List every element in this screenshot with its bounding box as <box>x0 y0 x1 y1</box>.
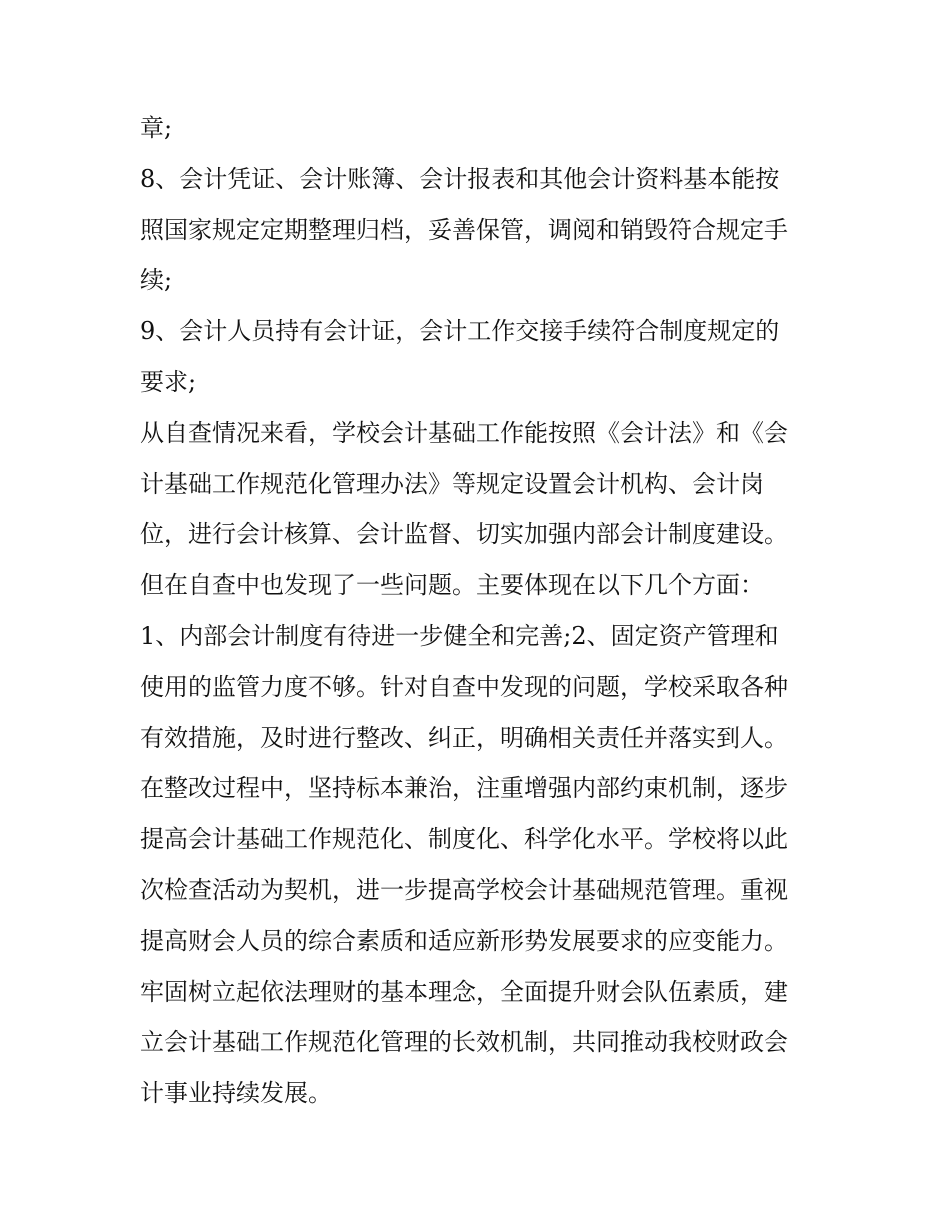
text-line: 计基础工作规范化管理办法》等规定设置会计机构、会计岗 <box>140 469 764 498</box>
text-line: 位，进行会计核算、会计监督、切实加强内部会计制度建设。 <box>140 520 788 549</box>
body-text <box>140 103 812 1119</box>
text-line: 牢固树立起依法理财的基本理念，全面提升财会队伍素质，建 <box>140 977 788 1006</box>
text-line: 9、会计人员持有会计证，会计工作交接手续符合制度规定的 <box>140 317 780 346</box>
text-line: 8、会计凭证、会计账簿、会计报表和其他会计资料基本能按 <box>140 164 780 193</box>
text-line: 章; <box>140 114 173 142</box>
text-line: 照国家规定定期整理归档，妥善保管，调阅和销毁符合规定手 <box>140 215 788 244</box>
text-line: 使用的监管力度不够。针对自查中发现的问题，学校采取各种 <box>140 672 788 701</box>
text-line: 从自查情况来看，学校会计基础工作能按照《会计法》和《会 <box>140 418 788 447</box>
text-line: 提高财会人员的综合素质和适应新形势发展要求的应变能力。 <box>140 926 788 955</box>
text-line: 在整改过程中，坚持标本兼治，注重增强内部约束机制，逐步 <box>140 774 788 803</box>
text-line: 提高会计基础工作规范化、制度化、科学化水平。学校将以此 <box>140 825 788 854</box>
text-line: 续; <box>140 266 173 295</box>
text-line: 但在自查中也发现了一些问题。主要体现在以下几个方面： <box>140 571 764 600</box>
text-line: 要求; <box>140 367 197 396</box>
text-line: 有效措施，及时进行整改、纠正，明确相关责任并落实到人。 <box>140 723 788 752</box>
text-line: 计事业持续发展。 <box>140 1079 332 1108</box>
text-line: 次检查活动为契机，进一步提高学校会计基础规范管理。重视 <box>140 875 788 904</box>
text-line: 立会计基础工作规范化管理的长效机制，共同推动我校财政会 <box>140 1028 788 1057</box>
text-line: 1、内部会计制度有待进一步健全和完善;2、固定资产管理和 <box>140 621 779 650</box>
